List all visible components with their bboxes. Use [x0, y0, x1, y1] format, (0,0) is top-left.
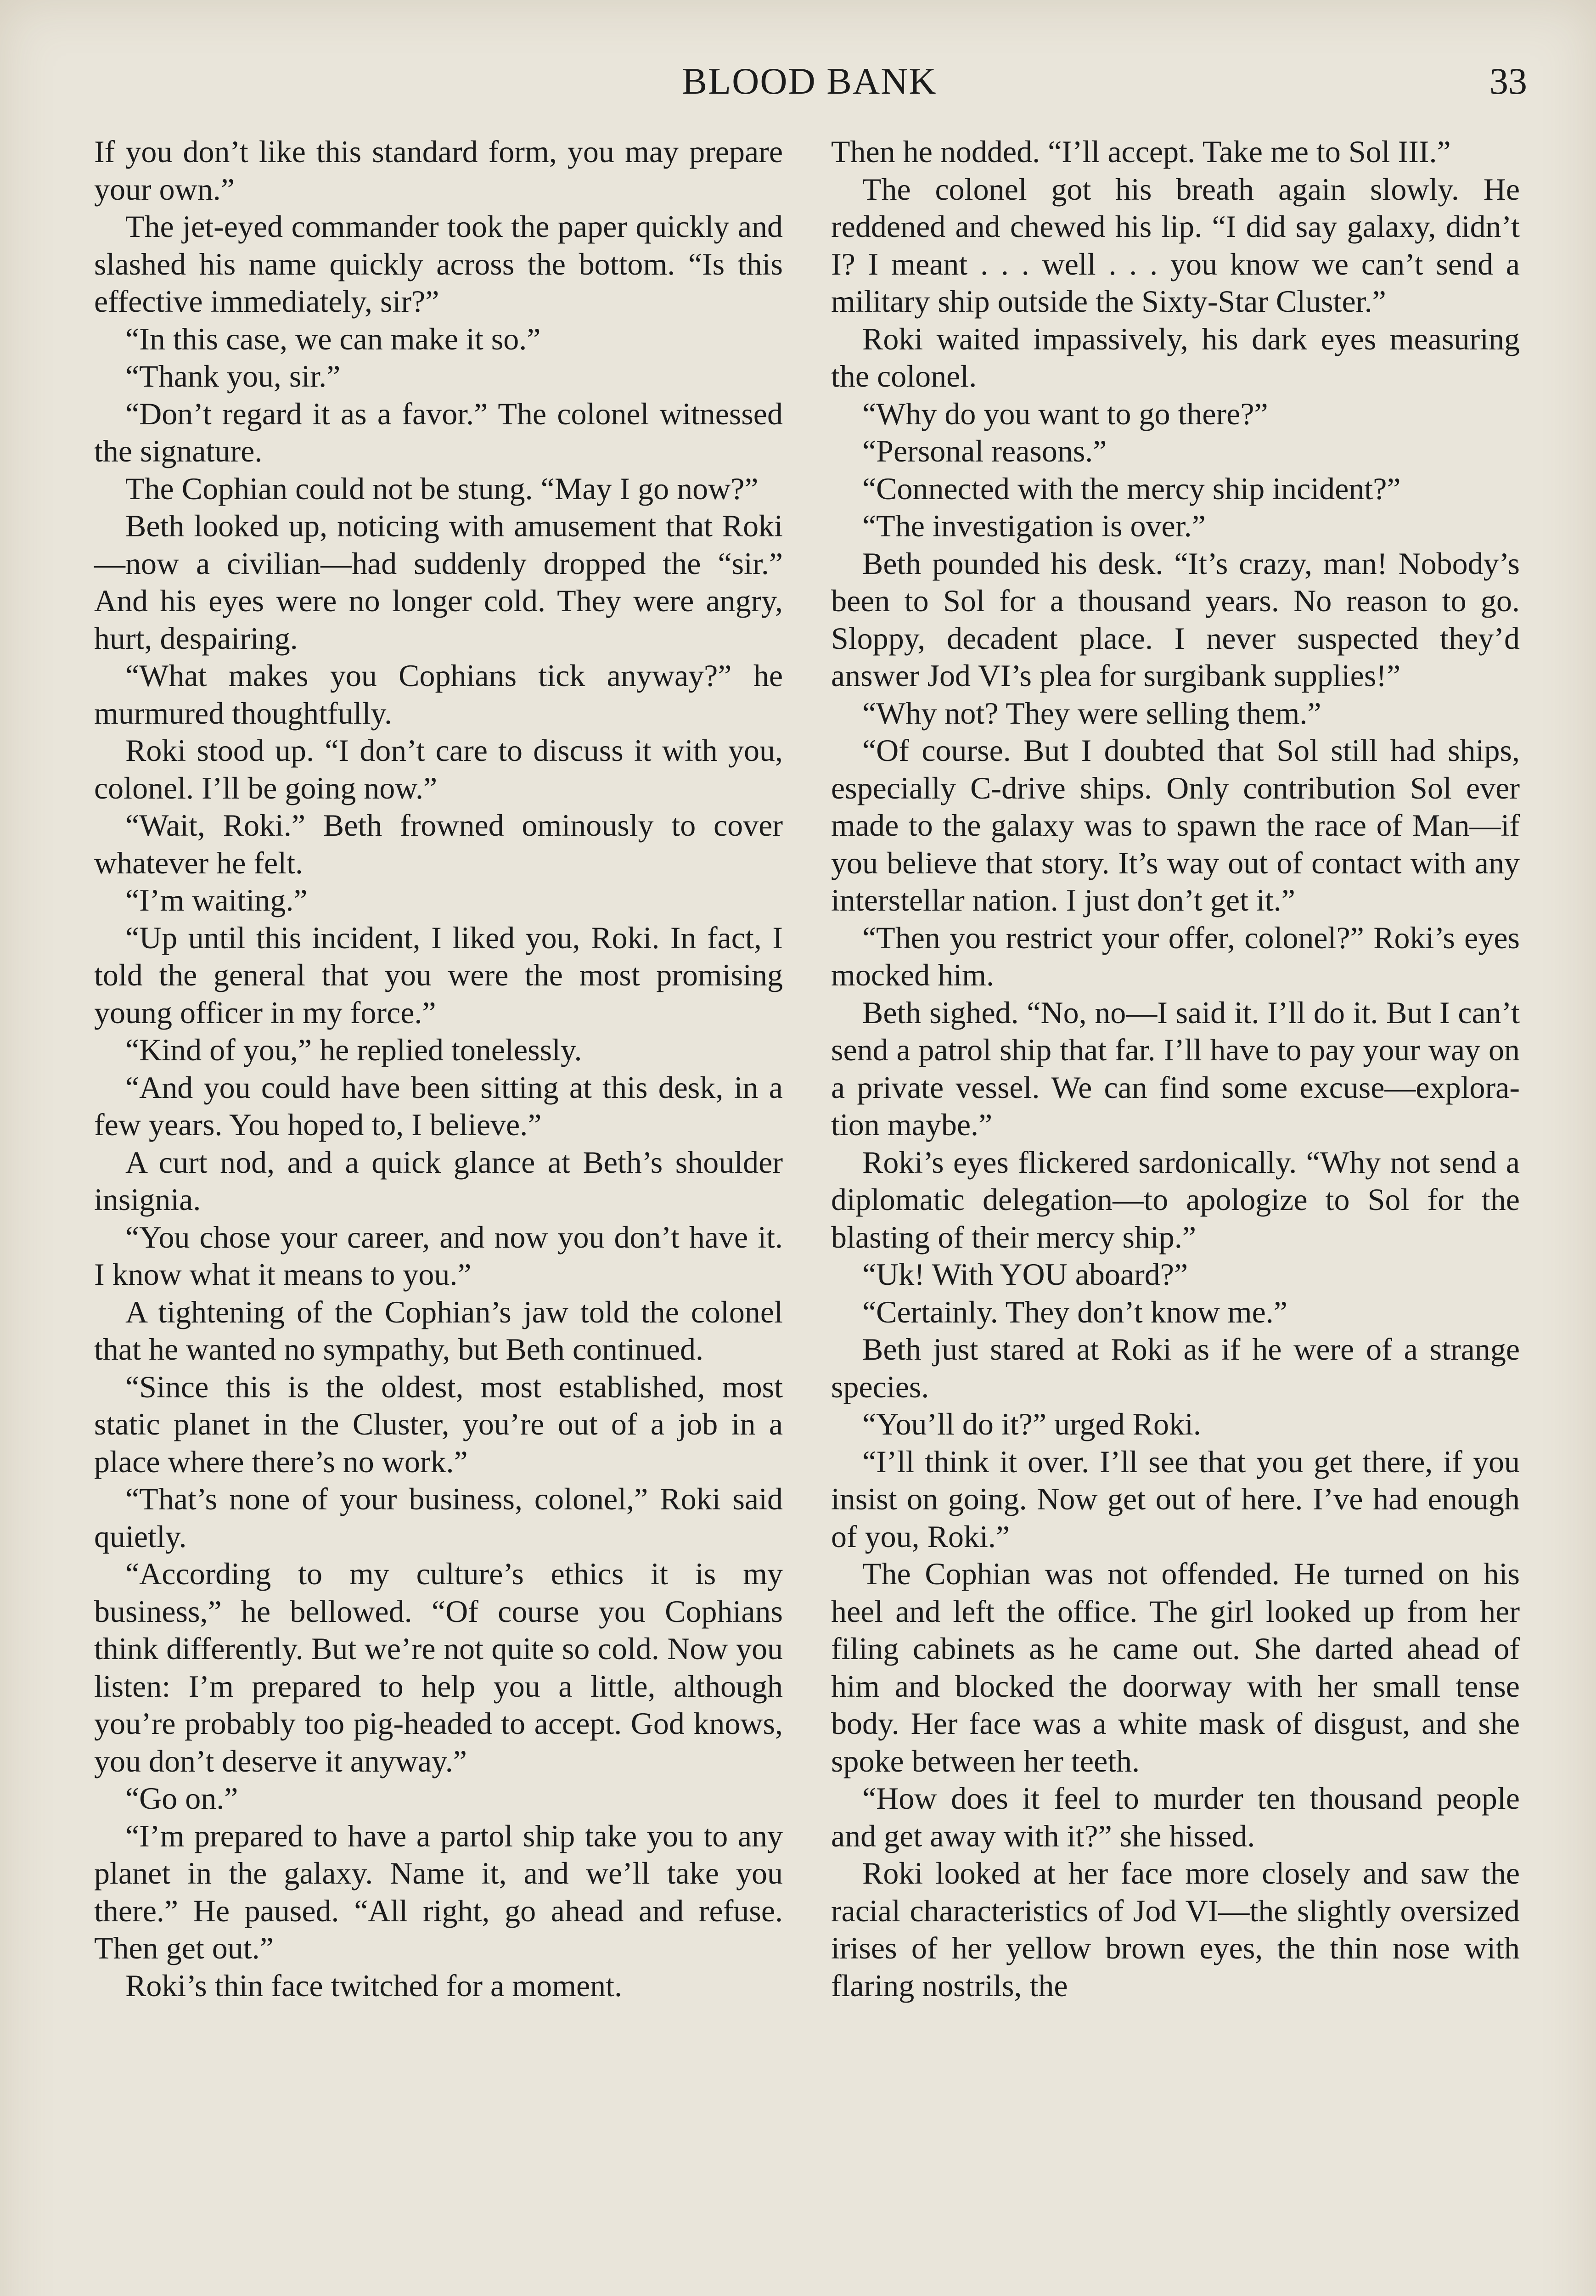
paragraph: “I’ll think it over. I’ll see that you get there, if you insist on going. Now get out of here. I’ve had enough of you, Roki.”	[831, 1444, 1520, 1554]
paragraph: “Certainly. They don’t know me.”	[862, 1294, 1287, 1329]
paragraph: “Uk! With YOU aboard?”	[862, 1257, 1188, 1292]
paragraph: “What makes you Cophians tick anyway?” he murmured thoughtfully.	[94, 658, 783, 731]
left-text-column	[94, 133, 783, 2004]
paragraph: “Why do you want to go there?”	[862, 396, 1268, 431]
paragraph: Roki’s thin face twitched for a moment.	[125, 1968, 623, 2003]
paragraph: “I’m prepared to have a partol ship take you to any planet in the galaxy. Name it, and we’ll take you there.” He paused. “All right, go ahead and refuse. Then get out.”	[94, 1818, 783, 1965]
paragraph: “Kind of you,” he replied tonelessly.	[125, 1032, 582, 1067]
right-text-column	[831, 133, 1520, 2004]
paragraph: “Thank you, sir.”	[125, 359, 341, 394]
running-head-title: BLOOD BANK	[682, 60, 937, 102]
paragraph: “Since this is the oldest, most established, most static planet in the Cluster, you’re out of a job in a place where there’s no work.”	[94, 1369, 783, 1479]
paragraph: Roki looked at her face more closely and saw the racial characteristics of Jod VI—the slightly oversized irises of her yellow brown eyes, the thin nose with flaring nostrils, the	[831, 1856, 1520, 2003]
paragraph: “How does it feel to murder ten thousand people and get away with it?” she hissed.	[831, 1781, 1520, 1853]
paragraph: “Connected with the mercy ship incident?”	[862, 471, 1401, 506]
paragraph: Beth sighed. “No, no—I said it. I’ll do it. But I can’t send a patrol ship that far. I’ll have to pay your way on a private vessel. We can find some excuse—exploration maybe.”	[831, 995, 1520, 1142]
paragraph: “The investigation is over.”	[862, 508, 1206, 543]
paragraph: “In this case, we can make it so.”	[125, 321, 541, 356]
paragraph: A curt nod, and a quick glance at Beth’s shoulder insignia.	[94, 1144, 783, 1217]
paragraph: A tightening of the Cophian’s jaw told the colonel that he wanted no sympathy, but Beth continued.	[94, 1294, 783, 1367]
paragraph: Beth looked up, noticing with amusement that Roki—now a civilian—had suddenly dropped the “sir.” And his eyes were no longer cold. They were angry, hurt, despairing.	[94, 508, 783, 656]
paragraph: “Don’t regard it as a favor.” The colonel witnessed the signature.	[94, 396, 783, 468]
paragraph: “That’s none of your business, colonel,” Roki said quietly.	[94, 1481, 783, 1554]
paragraph: Beth pounded his desk. “It’s crazy, man! Nobody’s been to Sol for a thousand years. No reason to go. Sloppy, decadent place. I never suspected they’d answer Jod VI’s plea for surgibank supplies!”	[831, 546, 1520, 693]
paragraph: “You’ll do it?” urged Roki.	[862, 1407, 1201, 1441]
paragraph: “According to my culture’s ethics it is my business,” he bellowed. “Of course you Cophians think differently. But we’re not quite so cold. Now you listen: I’m prepared to help you a little, although you’re probably too pig-headed to accept. God knows, you don’t deserve it anyway.”	[94, 1556, 783, 1778]
paragraph: “Wait, Roki.” Beth frowned ominously to cover whatever he felt.	[94, 808, 783, 880]
paragraph: “Personal reasons.”	[862, 433, 1107, 468]
paragraph: Roki’s eyes flickered sardonically. “Why not send a diplomatic delegation—to apologize to Sol for the blasting of their mercy ship.”	[831, 1144, 1520, 1255]
paragraph: “Then you restrict your offer, colonel?” Roki’s eyes mocked him.	[831, 920, 1520, 992]
paragraph: Roki stood up. “I don’t care to discuss it with you, colonel. I’ll be going now.”	[94, 733, 783, 805]
paragraph: If you don’t like this standard form, you may prepare your own.”	[94, 134, 783, 207]
paragraph: The jet-eyed commander took the paper quickly and slashed his name quickly across the bottom. “Is this effective immediately, sir?”	[94, 209, 783, 319]
page-number: 33	[1489, 60, 1527, 102]
paragraph: “Why not? They were selling them.”	[862, 695, 1321, 731]
paragraph: “You chose your career, and now you don’t have it. I know what it means to you.”	[94, 1219, 783, 1292]
paragraph: Roki waited impassively, his dark eyes measuring the colonel.	[831, 321, 1520, 394]
paragraph: “Of course. But I doubted that Sol still had ships, especially C-drive ships. Only contribution Sol ever made to the galaxy was to spawn the race of Man—if you believe that story. It’s way out of contact with any interstellar nation. I just don’t get it.”	[831, 733, 1520, 917]
paragraph: Then he nodded. “I’ll accept. Take me to Sol III.”	[831, 134, 1451, 169]
paragraph: “I’m waiting.”	[125, 883, 308, 917]
paragraph: The colonel got his breath again slowly. He reddened and chewed his lip. “I did say galaxy, didn’t I? I meant . . . well . . . you know we can’t send a military ship outside the Sixty-Star Cluster.”	[831, 171, 1520, 319]
paragraph: “And you could have been sitting at this desk, in a few years. You hoped to, I believe.”	[94, 1069, 783, 1142]
paragraph: Beth just stared at Roki as if he were of a strange species.	[831, 1332, 1520, 1404]
paragraph: “Go on.”	[125, 1781, 238, 1816]
paragraph: The Cophian was not offended. He turned on his heel and left the office. The girl looked up from her filing cabinets as he came out. She darted ahead of him and blocked the doorway with her small tense body. Her face was a white mask of disgust, and she spoke between her teeth.	[831, 1556, 1520, 1778]
page-header	[92, 60, 1527, 110]
paragraph: The Cophian could not be stung. “May I go now?”	[125, 471, 759, 506]
paragraph: “Up until this incident, I liked you, Roki. In fact, I told the general that you were the most promising young officer in my force.”	[94, 920, 783, 1030]
